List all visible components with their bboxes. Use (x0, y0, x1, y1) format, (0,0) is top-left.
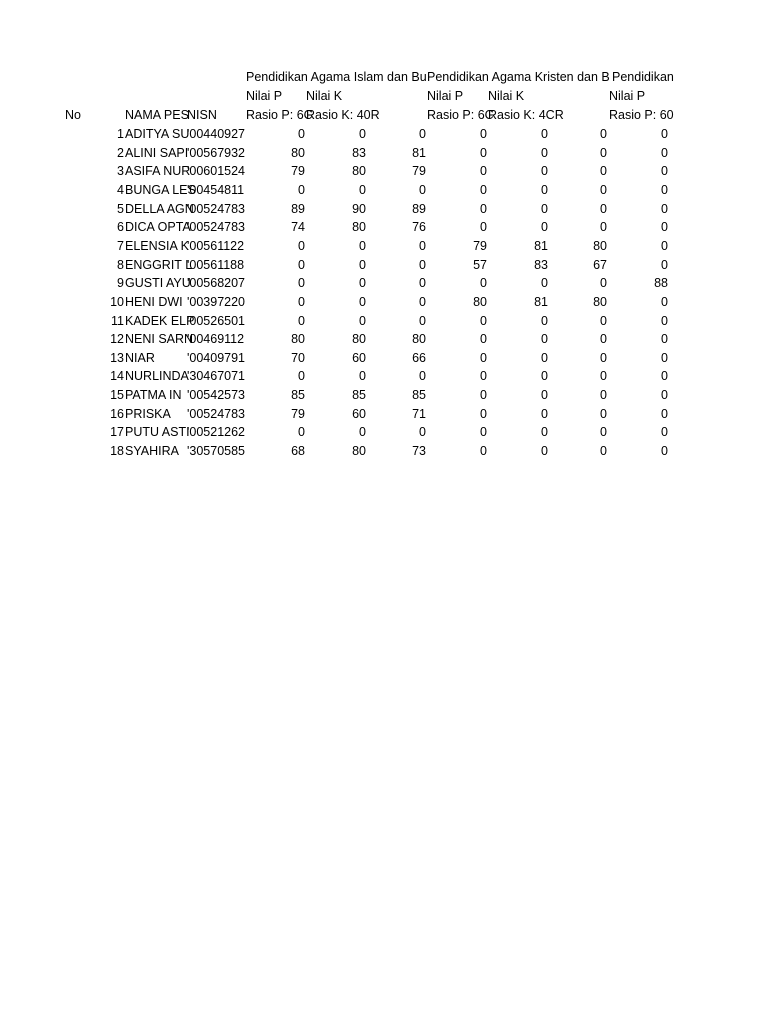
score-cell: 83 (534, 258, 548, 272)
score-cell: 0 (600, 183, 607, 197)
rasio-k-header-1: Rasio K: 40R (306, 108, 380, 122)
student-nisn: '00524783 (187, 407, 246, 421)
score-cell: 81 (534, 239, 548, 253)
score-cell: 89 (412, 202, 426, 216)
score-cell: 0 (359, 369, 366, 383)
score-cell: 80 (412, 332, 426, 346)
nilai-p-header-3: Nilai P (609, 89, 646, 103)
student-name: NURLINDA (125, 369, 189, 383)
row-number: 8 (117, 258, 124, 272)
student-name: DELLA AGN (125, 202, 194, 216)
score-cell: 79 (291, 164, 305, 178)
score-cell: 0 (480, 351, 487, 365)
score-cell: 0 (661, 407, 668, 421)
student-nisn: '00469112 (187, 332, 245, 346)
score-cell: 0 (419, 127, 426, 141)
student-name: ELENSIA K (125, 239, 189, 253)
student-nisn: '30570585 (187, 444, 246, 458)
score-cell: 0 (298, 258, 305, 272)
score-cell: 0 (541, 164, 548, 178)
score-cell: 79 (291, 407, 305, 421)
score-cell: 0 (541, 444, 548, 458)
score-cell: 0 (541, 351, 548, 365)
score-cell: 0 (359, 276, 366, 290)
score-cell: 0 (480, 444, 487, 458)
score-cell: 0 (480, 164, 487, 178)
score-cell: 0 (419, 314, 426, 328)
row-number: 1 (117, 127, 124, 141)
score-cell: 0 (600, 425, 607, 439)
score-cell: 83 (352, 146, 366, 160)
score-cell: 80 (352, 164, 366, 178)
score-cell: 0 (480, 388, 487, 402)
score-cell: 0 (661, 314, 668, 328)
score-cell: 66 (412, 351, 426, 365)
student-name: PUTU ASTI (125, 425, 190, 439)
score-cell: 0 (359, 295, 366, 309)
rasio-k-header-2: Rasio K: 4CR (488, 108, 564, 122)
score-cell: 0 (661, 425, 668, 439)
score-cell: 0 (661, 444, 668, 458)
score-cell: 80 (291, 146, 305, 160)
score-cell: 0 (541, 407, 548, 421)
score-cell: 0 (661, 258, 668, 272)
score-cell: 79 (412, 164, 426, 178)
score-cell: 80 (352, 444, 366, 458)
score-cell: 0 (661, 332, 668, 346)
score-cell: 0 (600, 202, 607, 216)
score-cell: 88 (654, 276, 668, 290)
nisn-header: NISN (187, 108, 217, 122)
score-cell: 0 (661, 146, 668, 160)
student-name: ALINI SAPI (125, 146, 189, 160)
score-cell: 0 (600, 314, 607, 328)
row-number: 3 (117, 164, 124, 178)
score-cell: 0 (419, 258, 426, 272)
score-cell: 57 (473, 258, 487, 272)
rasio-p-header-3: Rasio P: 60 (609, 108, 674, 122)
score-cell: 80 (593, 295, 607, 309)
score-cell: 0 (600, 351, 607, 365)
score-cell: 68 (291, 444, 305, 458)
score-cell: 0 (359, 239, 366, 253)
score-cell: 67 (593, 258, 607, 272)
score-cell: 85 (291, 388, 305, 402)
score-cell: 0 (298, 425, 305, 439)
score-cell: 60 (352, 351, 366, 365)
student-name: HENI DWI (125, 295, 183, 309)
student-nisn: '00524783 (187, 220, 246, 234)
subject-2-header: Pendidikan Agama Kristen dan B (427, 70, 610, 84)
row-number: 9 (117, 276, 124, 290)
row-number: 14 (110, 369, 124, 383)
student-name: DICA OPTA (125, 220, 191, 234)
score-cell: 71 (412, 407, 426, 421)
score-cell: 0 (419, 183, 426, 197)
student-name: NIAR (125, 351, 155, 365)
score-cell: 0 (298, 239, 305, 253)
score-cell: 0 (419, 295, 426, 309)
score-cell: 0 (419, 369, 426, 383)
student-name: ENGGRIT L (125, 258, 193, 272)
score-cell: 0 (480, 276, 487, 290)
row-number: 18 (110, 444, 124, 458)
score-cell: 0 (359, 183, 366, 197)
student-name: ASIFA NUR (125, 164, 191, 178)
score-cell: 0 (298, 127, 305, 141)
subject-3-header: Pendidikan (612, 70, 674, 84)
score-cell: 0 (419, 239, 426, 253)
score-cell: 80 (291, 332, 305, 346)
student-nisn: '00601524 (187, 164, 246, 178)
score-cell: 0 (298, 369, 305, 383)
row-number: 2 (117, 146, 124, 160)
score-cell: 0 (480, 407, 487, 421)
student-name: ADITYA SU (125, 127, 190, 141)
nilai-k-header-2: Nilai K (488, 89, 525, 103)
score-cell: 0 (661, 164, 668, 178)
score-cell: 0 (600, 127, 607, 141)
score-cell: 80 (352, 332, 366, 346)
student-nisn: '00524783 (187, 202, 246, 216)
student-nisn: '00397220 (187, 295, 246, 309)
score-cell: 0 (600, 276, 607, 290)
student-nisn: '00526501 (187, 314, 246, 328)
score-cell: 0 (480, 202, 487, 216)
score-cell: 0 (480, 369, 487, 383)
score-cell: 85 (352, 388, 366, 402)
row-number: 11 (111, 314, 124, 328)
score-cell: 0 (600, 220, 607, 234)
score-cell: 0 (600, 146, 607, 160)
score-cell: 85 (412, 388, 426, 402)
score-cell: 0 (480, 146, 487, 160)
row-number: 5 (117, 202, 124, 216)
score-cell: 81 (412, 146, 426, 160)
nama-header: NAMA PES (125, 108, 189, 122)
score-cell: 0 (600, 388, 607, 402)
row-number: 7 (117, 239, 124, 253)
student-name: PRISKA (125, 407, 171, 421)
score-cell: 0 (661, 369, 668, 383)
score-cell: 0 (480, 220, 487, 234)
row-number: 4 (117, 183, 124, 197)
score-cell: 80 (473, 295, 487, 309)
score-cell: 0 (541, 314, 548, 328)
score-cell: 0 (541, 425, 548, 439)
score-cell: 0 (480, 314, 487, 328)
score-cell: 0 (298, 314, 305, 328)
score-cell: 73 (412, 444, 426, 458)
score-cell: 90 (352, 202, 366, 216)
row-number: 17 (110, 425, 124, 439)
score-cell: 70 (291, 351, 305, 365)
score-cell: 0 (661, 127, 668, 141)
score-cell: 0 (480, 425, 487, 439)
score-cell: 0 (359, 425, 366, 439)
student-name: GUSTI AYU (125, 276, 191, 290)
score-cell: 0 (419, 425, 426, 439)
rasio-p-header-1: Rasio P: 6C (246, 108, 313, 122)
score-cell: 0 (541, 276, 548, 290)
row-number: 13 (110, 351, 124, 365)
score-cell: 80 (352, 220, 366, 234)
score-cell: 0 (541, 127, 548, 141)
score-cell: 89 (291, 202, 305, 216)
score-cell: 0 (661, 351, 668, 365)
score-cell: 0 (661, 295, 668, 309)
score-cell: 76 (412, 220, 426, 234)
row-number: 6 (117, 220, 124, 234)
score-cell: 0 (661, 183, 668, 197)
score-cell: 60 (352, 407, 366, 421)
score-cell: 0 (600, 444, 607, 458)
score-cell: 0 (359, 258, 366, 272)
score-cell: 0 (541, 388, 548, 402)
row-number: 10 (110, 295, 124, 309)
score-cell: 0 (359, 127, 366, 141)
student-name: KADEK ELP (125, 314, 195, 328)
score-cell: 0 (480, 183, 487, 197)
student-nisn: '00568207 (187, 276, 246, 290)
score-cell: 0 (359, 314, 366, 328)
score-cell: 74 (291, 220, 305, 234)
score-cell: 0 (480, 332, 487, 346)
nilai-k-header-1: Nilai K (306, 89, 343, 103)
score-cell: 0 (661, 220, 668, 234)
score-cell: 0 (661, 202, 668, 216)
score-cell: 0 (298, 183, 305, 197)
score-cell: 0 (600, 332, 607, 346)
row-number: 12 (110, 332, 124, 346)
student-name: SYAHIRA (125, 444, 179, 458)
score-cell: 0 (541, 332, 548, 346)
score-cell: 81 (534, 295, 548, 309)
row-number: 15 (110, 388, 124, 402)
score-cell: 0 (541, 146, 548, 160)
student-nisn: '00542573 (187, 388, 246, 402)
score-cell: 79 (473, 239, 487, 253)
student-name: PATMA IN (125, 388, 182, 402)
score-cell: 0 (541, 220, 548, 234)
subject-1-header: Pendidikan Agama Islam dan Bu (246, 70, 427, 84)
student-nisn: '30467071 (187, 369, 246, 383)
nilai-p-header-1: Nilai P (246, 89, 283, 103)
score-cell: 0 (298, 295, 305, 309)
score-cell: 0 (541, 202, 548, 216)
score-cell: 0 (419, 276, 426, 290)
score-cell: 0 (600, 164, 607, 178)
student-nisn: '00440927 (187, 127, 246, 141)
student-nisn: '00561122 (187, 239, 245, 253)
score-cell: 0 (600, 407, 607, 421)
score-cell: 0 (600, 369, 607, 383)
student-nisn: '00409791 (187, 351, 246, 365)
score-cell: 0 (541, 183, 548, 197)
student-nisn: '00567932 (187, 146, 246, 160)
score-cell: 0 (480, 127, 487, 141)
student-name: BUNGA LES (125, 183, 196, 197)
score-cell: 0 (661, 239, 668, 253)
student-nisn: '00454811 (187, 183, 245, 197)
score-cell: 0 (661, 388, 668, 402)
student-nisn: '00561188 (187, 258, 245, 272)
score-cell: 0 (541, 369, 548, 383)
no-header: No (65, 108, 81, 122)
score-cell: 80 (593, 239, 607, 253)
score-cell: 0 (298, 276, 305, 290)
row-number: 16 (110, 407, 124, 421)
student-nisn: '00521262 (187, 425, 246, 439)
nilai-p-header-2: Nilai P (427, 89, 464, 103)
rasio-p-header-2: Rasio P: 6C (427, 108, 494, 122)
student-name: NENI SARN (125, 332, 194, 346)
